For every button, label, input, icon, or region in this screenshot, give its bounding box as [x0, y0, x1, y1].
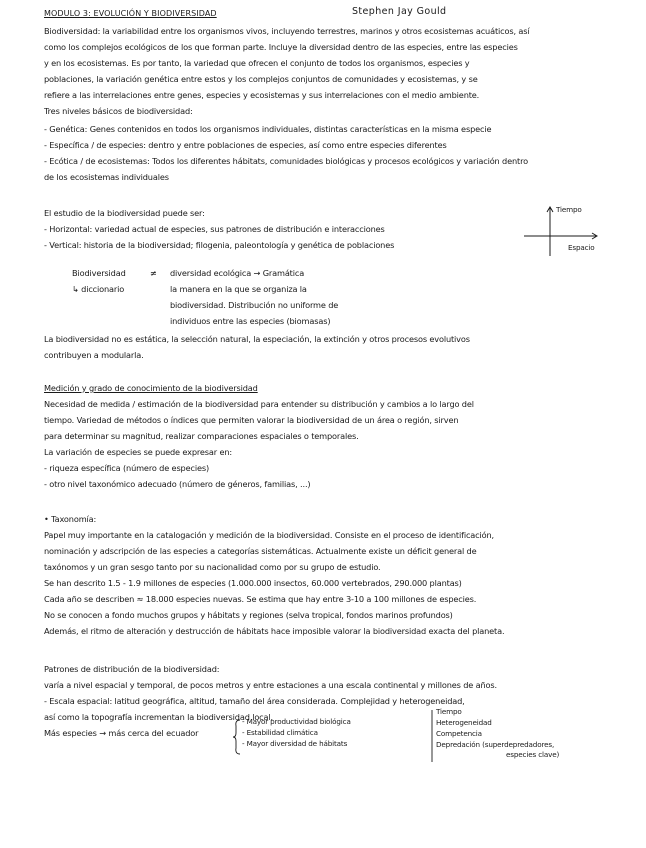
- factor-item: Depredación (superdepredadores,: [436, 740, 555, 749]
- taxonomy-line: taxónomos y un gran sesgo tanto por su nacionalidad como por su grupo de estudio.: [44, 562, 381, 572]
- study-line: - Horizontal: variedad actual de especies, sus patrones de distribución e interacciones: [44, 224, 385, 234]
- measure-line: La variación de especies se puede expresar en:: [44, 447, 232, 457]
- factor-item: Heterogeneidad: [436, 718, 492, 727]
- definition-line: diversidad ecológica → Gramática: [170, 268, 305, 278]
- intro-line: y en los ecosistemas. Es por tanto, la variedad que ofrecen el conjunto de todos los organismos, especies y: [44, 58, 470, 68]
- intro-line: - Genética: Genes contenidos en todos los organismos individuales, distintas características en la misma especie: [44, 124, 492, 134]
- brace-equator: [232, 718, 242, 756]
- factor-item: Competencia: [436, 729, 482, 738]
- equator-reason: - Mayor productividad biológica: [242, 717, 351, 726]
- taxonomy-heading: • Taxonomía:: [44, 514, 97, 524]
- patterns-heading: Patrones de distribución de la biodiversidad:: [44, 664, 220, 674]
- taxonomy-line: Cada año se describen ≈ 18.000 especies nuevas. Se estima que hay entre 3-10 a 100 millones de especies.: [44, 594, 477, 604]
- measure-heading: Medición y grado de conocimiento de la biodiversidad: [44, 383, 258, 393]
- axis-label-space: Espacio: [568, 243, 595, 252]
- measure-line: - otro nivel taxonómico adecuado (número de géneros, familias, ...): [44, 479, 311, 489]
- patterns-line: Más especies → más cerca del ecuador: [44, 728, 199, 738]
- dictionary-label: ↳ diccionario: [72, 284, 125, 294]
- measure-line: Necesidad de medida / estimación de la biodiversidad para entender su distribución y cambios a lo largo del: [44, 399, 474, 409]
- intro-line: de los ecosistemas individuales: [44, 172, 169, 182]
- patterns-line: - Escala espacial: latitud geográfica, altitud, tamaño del área considerada. Complejidad y heterogeneidad,: [44, 696, 465, 706]
- equator-reason: - Estabilidad climática: [242, 728, 318, 737]
- intro-line: - Ecótica / de ecosistemas: Todos los diferentes hábitats, comunidades biológicas y procesos ecológicos y variación dentro: [44, 156, 528, 166]
- patterns-line: varía a nivel espacial y temporal, de pocos metros y entre estaciones a una escala continental y millones de años.: [44, 680, 497, 690]
- module-title: MODULO 3: EVOLUCIÓN Y BIODIVERSIDAD: [44, 9, 217, 18]
- intro-line: refiere a las interrelaciones entre genes, especies y ecosistemas y sus interrelaciones con el medio ambiente.: [44, 90, 480, 100]
- static-line: contribuyen a modularla.: [44, 350, 144, 360]
- definition-line: individuos entre las especies (biomasas): [170, 316, 331, 326]
- measure-line: para determinar su magnitud, realizar comparaciones espaciales o temporales.: [44, 431, 359, 441]
- taxonomy-line: nominación y adscripción de las especies a categorías sistemáticas. Actualmente existe un déficit general de: [44, 546, 477, 556]
- taxonomy-line: Se han descrito 1.5 - 1.9 millones de especies (1.000.000 insectos, 60.000 vertebrados, 290.000 plantas): [44, 578, 462, 588]
- definition-term: Biodiversidad: [72, 268, 126, 278]
- intro-line: como los complejos ecológicos de los que forman parte. Incluye la diversidad dentro de las especies, entre las especies: [44, 42, 518, 52]
- taxonomy-line: No se conocen a fondo muchos grupos y hábitats y regiones (selva tropical, fondos marinos profundos): [44, 610, 453, 620]
- taxonomy-line: Papel muy importante en la catalogación y medición de la biodiversidad. Consiste en el proceso de identificación,: [44, 530, 494, 540]
- study-line: - Vertical: historia de la biodiversidad; filogenia, paleontología y genética de poblaciones: [44, 240, 395, 250]
- measure-line: - riqueza específica (número de especies): [44, 463, 210, 473]
- definition-line: biodiversidad. Distribución no uniforme de: [170, 300, 339, 310]
- factor-item: Tiempo: [436, 707, 462, 716]
- intro-line: poblaciones, la variación genética entre estos y los complejos conjuntos de comunidades y ecosistemas, y se: [44, 74, 478, 84]
- intro-line: Biodiversidad: la variabilidad entre los organismos vivos, incluyendo terrestres, marinos y otros ecosistemas acuáticos, así: [44, 26, 530, 36]
- measure-line: tiempo. Variedad de métodos o índices que permiten valorar la biodiversidad de un área o región, sirven: [44, 415, 459, 425]
- author-name: Stephen Jay Gould: [352, 6, 447, 17]
- not-equal-sign: ≠: [150, 268, 157, 278]
- equator-reason: - Mayor diversidad de hábitats: [242, 739, 348, 748]
- patterns-line: así como la topografía incrementan la biodiversidad local.: [44, 712, 273, 722]
- study-line: El estudio de la biodiversidad puede ser:: [44, 208, 205, 218]
- intro-line: - Específica / de especies: dentro y entre poblaciones de especies, así como entre especies diferentes: [44, 140, 447, 150]
- axis-label-time: Tiempo: [556, 205, 582, 214]
- intro-line: Tres niveles básicos de biodiversidad:: [44, 106, 193, 116]
- static-line: La biodiversidad no es estática, la selección natural, la especiación, la extinción y otros procesos evolutivos: [44, 334, 470, 344]
- factor-item: especies clave): [506, 750, 560, 759]
- taxonomy-line: Además, el ritmo de alteración y destrucción de hábitats hace imposible valorar la biodiversidad exacta del planeta.: [44, 626, 505, 636]
- definition-line: la manera en la que se organiza la: [170, 284, 307, 294]
